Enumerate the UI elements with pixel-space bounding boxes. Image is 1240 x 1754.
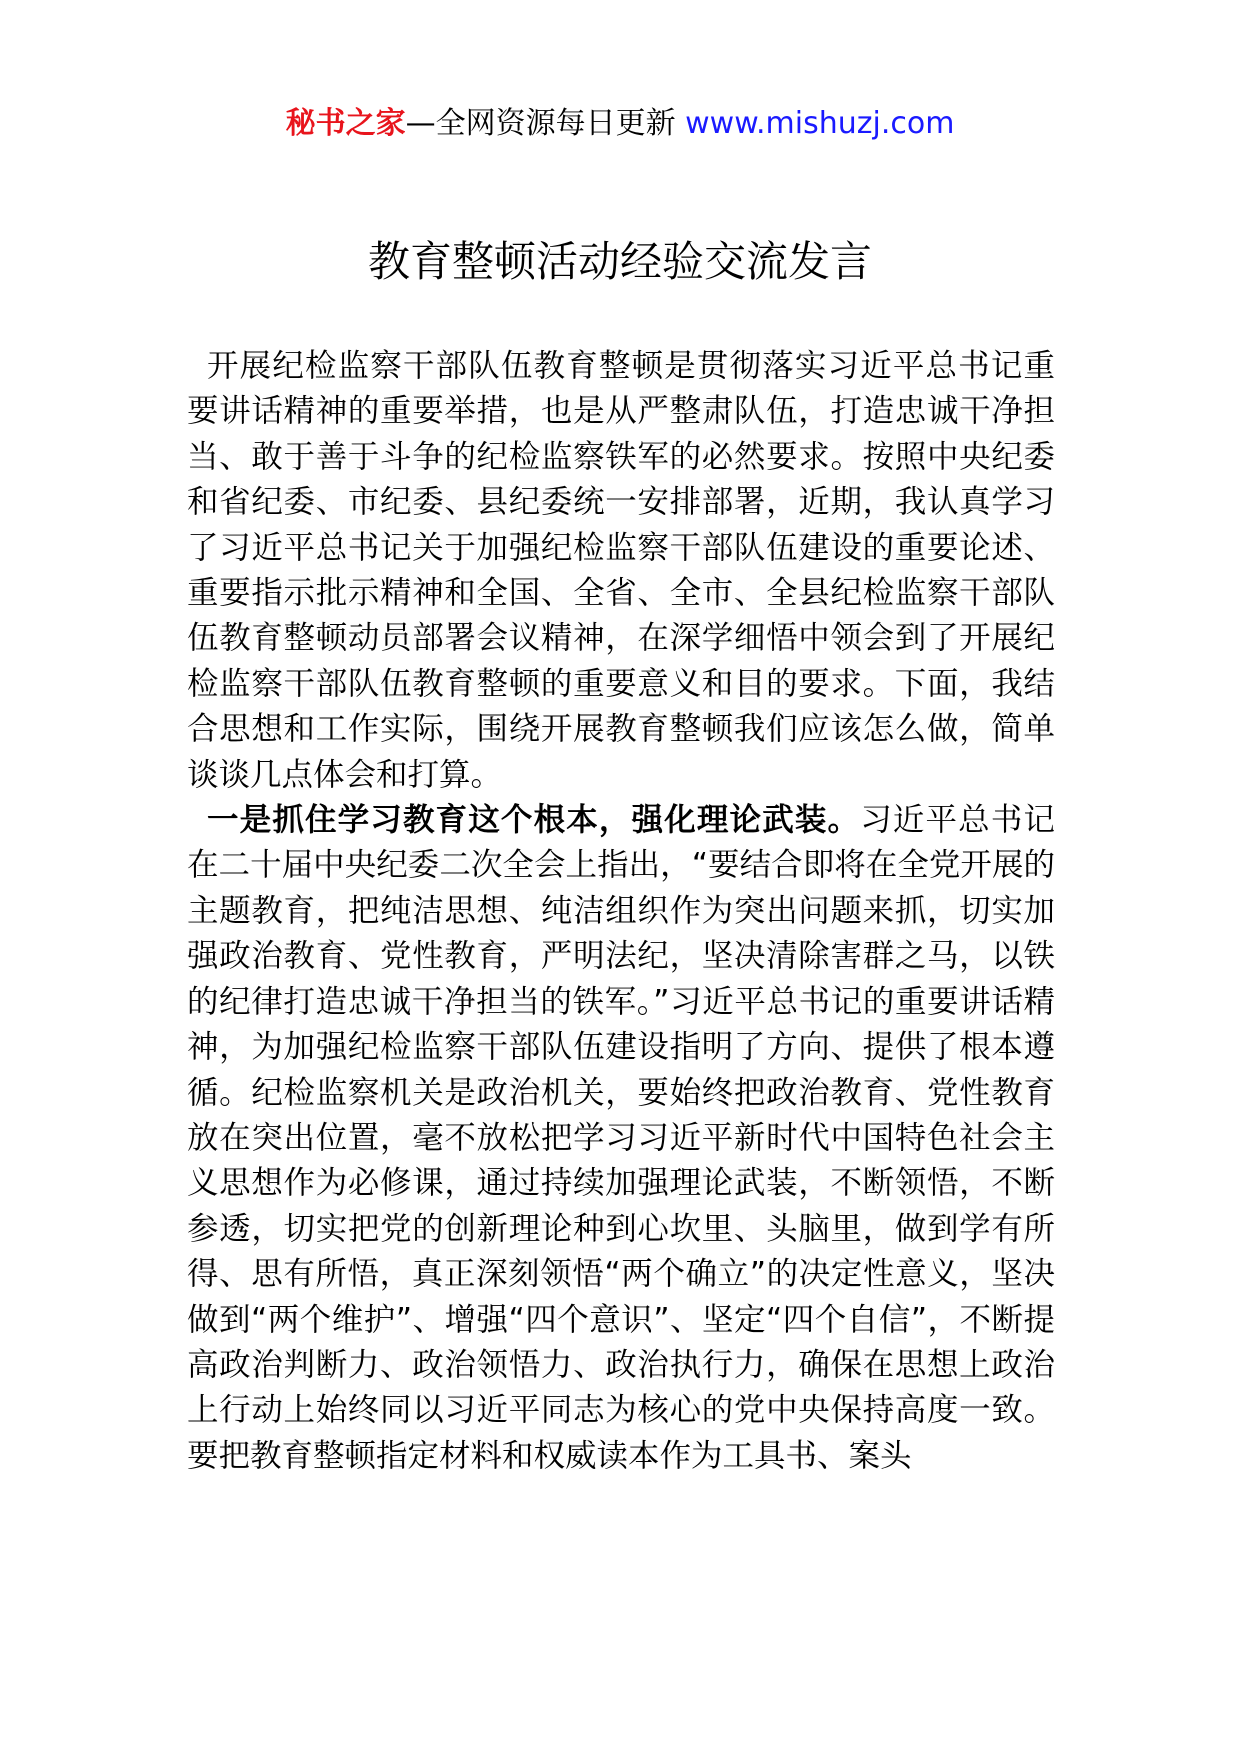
document-body	[187, 344, 1055, 1479]
paragraph-intro	[187, 344, 1055, 798]
document-title: 教育整顿活动经验交流发言	[367, 237, 872, 286]
paragraph-text: 习近平总书记在二十届中央纪委二次全会上指出，“要结合即将在全党开展的主题教育，把纯洁思想、纯洁组织作为突出问题来抓，切实加强政治教育、党性教育，严明法纪，坚决清除害群之马，以铁的纪律打造忠诚干净担当的铁军。”习近平总书记的重要讲话精神，为加强纪检监察干部队伍建设指明了方向、提供了根本遵循。纪检监察机关是政治机关，要始终把政治教育、党性教育放在突出位置，毫不放松把学习习近平新时代中国特色社会主义思想作为必修课，通过持续加强理论武装，不断领悟，不断参透，切实把党的创新理论种到心坎里、头脑里，做到学有所得、思有所悟，真正深刻领悟“两个确立”的决定性意义，坚决做到“两个维护”、增强“四个意识”、坚定“四个自信”，不断提高政治判断力、政治领悟力、政治执行力，确保在思想上政治上行动上始终同以习近平同志为核心的党中央保持高度一致。要把教育整顿指定材料和权威读本作为工具书、案头	[187, 802, 1055, 1474]
site-header	[0, 102, 1240, 146]
header-tagline: —全网资源每日更新	[405, 106, 676, 141]
paragraph-text: 开展纪检监察干部队伍教育整顿是贯彻落实习近平总书记重要讲话精神的重要举措，也是从严整肃队伍，打造忠诚干净担当、敢于善于斗争的纪检监察铁军的必然要求。按照中央纪委和省纪委、市纪委、县纪委统一安排部署，近期，我认真学习了习近平总书记关于加强纪检监察干部队伍建设的重要论述、重要指示批示精神和全国、全省、全市、全县纪检监察干部队伍教育整顿动员部署会议精神，在深学细悟中领会到了开展纪检监察干部队伍教育整顿的重要意义和目的要求。下面，我结合思想和工作实际，围绕开展教育整顿我们应该怎么做，简单谈谈几点体会和打算。	[187, 348, 1055, 793]
paragraph-lead: 一是抓住学习教育这个根本，强化理论武装。	[207, 802, 861, 839]
paragraph-point-one	[187, 798, 1055, 1479]
site-url-link[interactable]: www.mishuzj.com	[685, 106, 955, 141]
brand-name: 秘书之家	[285, 106, 406, 141]
